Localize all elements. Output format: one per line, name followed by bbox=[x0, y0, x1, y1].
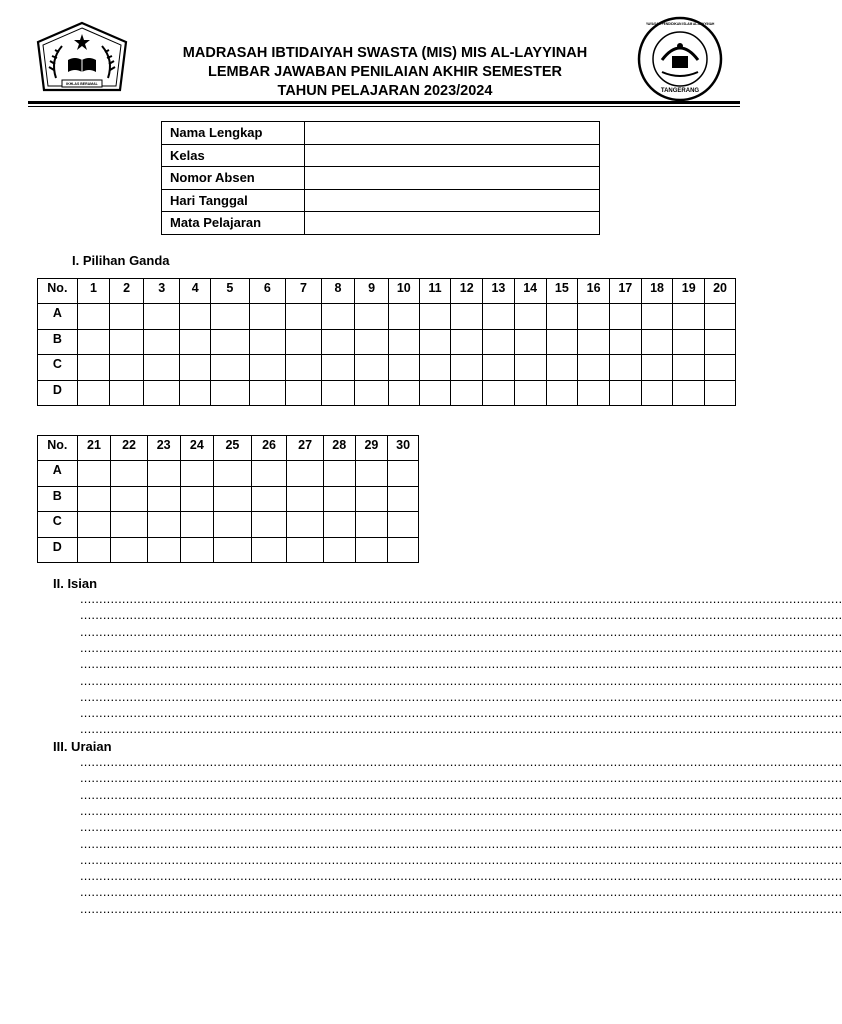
question-number: 5 bbox=[211, 279, 250, 304]
answer-cell[interactable] bbox=[287, 486, 324, 512]
answer-cell[interactable] bbox=[211, 304, 250, 330]
answer-cell[interactable] bbox=[451, 355, 483, 381]
answer-cell[interactable] bbox=[546, 329, 578, 355]
option-row bbox=[38, 304, 736, 330]
answer-cell[interactable] bbox=[673, 355, 705, 381]
answer-cell[interactable] bbox=[286, 304, 322, 330]
answer-line[interactable]: ........................................................................................................................................................................................................ bbox=[80, 705, 842, 721]
identity-row-absen bbox=[162, 167, 600, 190]
answer-cell[interactable] bbox=[214, 486, 252, 512]
question-number: 29 bbox=[355, 436, 388, 461]
question-number: 13 bbox=[483, 279, 515, 304]
answer-cell[interactable] bbox=[110, 304, 144, 330]
answer-line[interactable]: ........................................................................................................................................................................................................ bbox=[80, 607, 842, 623]
answer-cell[interactable] bbox=[180, 380, 211, 406]
answer-cell[interactable] bbox=[111, 512, 148, 538]
question-number: 30 bbox=[388, 436, 419, 461]
answer-line[interactable]: ........................................................................................................................................................................................................ bbox=[80, 656, 842, 672]
answer-cell[interactable] bbox=[546, 355, 578, 381]
question-number: 3 bbox=[143, 279, 180, 304]
answer-cell[interactable] bbox=[180, 355, 211, 381]
answer-cell[interactable] bbox=[483, 355, 515, 381]
question-number: 16 bbox=[578, 279, 610, 304]
answer-cell[interactable] bbox=[110, 380, 144, 406]
question-number: 11 bbox=[419, 279, 451, 304]
answer-cell[interactable] bbox=[355, 537, 388, 563]
answer-cell[interactable] bbox=[546, 304, 578, 330]
answer-cell[interactable] bbox=[578, 329, 610, 355]
answer-cell[interactable] bbox=[77, 380, 110, 406]
option-label: B bbox=[38, 486, 78, 512]
question-number: 1 bbox=[77, 279, 110, 304]
answer-cell[interactable] bbox=[705, 380, 736, 406]
answer-cell[interactable] bbox=[249, 355, 286, 381]
answer-cell[interactable] bbox=[388, 329, 419, 355]
ministry-logo bbox=[34, 20, 130, 100]
identity-row-name bbox=[162, 122, 600, 145]
answer-cell[interactable] bbox=[578, 380, 610, 406]
header-divider-thick bbox=[28, 101, 740, 104]
answer-cell[interactable] bbox=[321, 380, 355, 406]
answer-cell[interactable] bbox=[321, 355, 355, 381]
answer-cell[interactable] bbox=[451, 380, 483, 406]
answer-cell[interactable] bbox=[147, 512, 180, 538]
question-number: 6 bbox=[249, 279, 286, 304]
name-label: Nama Lengkap bbox=[162, 122, 305, 145]
sheet-title: LEMBAR JAWABAN PENILAIAN AKHIR SEMESTER bbox=[208, 64, 562, 80]
answer-line[interactable]: ........................................................................................................................................................................................................ bbox=[80, 819, 842, 835]
header-divider-thin bbox=[28, 106, 740, 107]
answer-cell[interactable] bbox=[514, 329, 546, 355]
uraian-section-title: III. Uraian bbox=[53, 739, 112, 754]
answer-cell[interactable] bbox=[705, 304, 736, 330]
date-label: Hari Tanggal bbox=[162, 189, 305, 212]
answer-cell[interactable] bbox=[180, 461, 214, 487]
answer-cell[interactable] bbox=[214, 512, 252, 538]
answer-cell[interactable] bbox=[641, 304, 673, 330]
answer-cell[interactable] bbox=[388, 486, 419, 512]
class-label: Kelas bbox=[162, 144, 305, 167]
option-label: C bbox=[38, 355, 78, 381]
answer-cell[interactable] bbox=[180, 304, 211, 330]
answer-cell[interactable] bbox=[673, 380, 705, 406]
foundation-seal-ring-text: YAYASAN PENDIDIKAN ISLAM AL-LAYYINAH bbox=[646, 22, 715, 26]
option-row bbox=[38, 329, 736, 355]
answer-cell[interactable] bbox=[546, 380, 578, 406]
identity-row-subject bbox=[162, 212, 600, 235]
answer-cell[interactable] bbox=[249, 304, 286, 330]
subject-label: Mata Pelajaran bbox=[162, 212, 305, 235]
option-row bbox=[38, 380, 736, 406]
answer-cell[interactable] bbox=[355, 512, 388, 538]
answer-cell[interactable] bbox=[249, 329, 286, 355]
option-row bbox=[38, 512, 419, 538]
answer-line[interactable]: ........................................................................................................................................................................................................ bbox=[80, 786, 842, 802]
answer-cell[interactable] bbox=[388, 537, 419, 563]
answer-cell[interactable] bbox=[705, 329, 736, 355]
answer-cell[interactable] bbox=[180, 486, 214, 512]
answer-cell[interactable] bbox=[249, 380, 286, 406]
answer-line[interactable]: ........................................................................................................................................................................................................ bbox=[80, 900, 842, 916]
answer-cell[interactable] bbox=[180, 329, 211, 355]
answer-cell[interactable] bbox=[287, 512, 324, 538]
question-number: 19 bbox=[673, 279, 705, 304]
option-label: D bbox=[38, 380, 78, 406]
name-field[interactable] bbox=[305, 122, 600, 145]
option-row bbox=[38, 537, 419, 563]
answer-cell[interactable] bbox=[321, 329, 355, 355]
answer-cell[interactable] bbox=[211, 380, 250, 406]
question-number: 10 bbox=[388, 279, 419, 304]
identity-table bbox=[161, 121, 600, 235]
question-number: 24 bbox=[180, 436, 214, 461]
answer-line[interactable]: ........................................................................................................................................................................................................ bbox=[80, 851, 842, 867]
answer-cell[interactable] bbox=[388, 380, 419, 406]
absen-field[interactable] bbox=[305, 167, 600, 190]
question-number: 9 bbox=[355, 279, 389, 304]
answer-cell[interactable] bbox=[286, 355, 322, 381]
answer-cell[interactable] bbox=[321, 304, 355, 330]
answer-cell[interactable] bbox=[251, 461, 287, 487]
answer-cell[interactable] bbox=[355, 329, 389, 355]
answer-cell[interactable] bbox=[419, 380, 451, 406]
answer-cell[interactable] bbox=[419, 329, 451, 355]
subject-field[interactable] bbox=[305, 212, 600, 235]
answer-cell[interactable] bbox=[641, 329, 673, 355]
isian-section-title: II. Isian bbox=[53, 576, 98, 591]
answer-cell[interactable] bbox=[287, 461, 324, 487]
answer-cell[interactable] bbox=[110, 329, 144, 355]
answer-cell[interactable] bbox=[111, 537, 148, 563]
answer-cell[interactable] bbox=[355, 461, 388, 487]
option-label: D bbox=[38, 537, 78, 563]
mc-grid-1 bbox=[37, 278, 736, 406]
answer-cell[interactable] bbox=[609, 380, 641, 406]
question-number: 8 bbox=[321, 279, 355, 304]
answer-cell[interactable] bbox=[287, 537, 324, 563]
answer-cell[interactable] bbox=[143, 329, 180, 355]
answer-line[interactable]: ........................................................................................................................................................................................................ bbox=[80, 591, 842, 606]
question-number: 15 bbox=[546, 279, 578, 304]
answer-line[interactable]: ........................................................................................................................................................................................................ bbox=[80, 688, 842, 704]
ministry-emblem-icon bbox=[34, 20, 130, 100]
question-number: 7 bbox=[286, 279, 322, 304]
answer-cell[interactable] bbox=[286, 380, 322, 406]
answer-cell[interactable] bbox=[514, 355, 546, 381]
option-label: A bbox=[38, 461, 78, 487]
mc-section-title: I. Pilihan Ganda bbox=[72, 253, 170, 268]
answer-cell[interactable] bbox=[211, 355, 250, 381]
answer-cell[interactable] bbox=[514, 380, 546, 406]
answer-line[interactable]: ........................................................................................................................................................................................................ bbox=[80, 623, 842, 639]
question-number: 20 bbox=[705, 279, 736, 304]
answer-cell[interactable] bbox=[388, 304, 419, 330]
answer-cell[interactable] bbox=[251, 486, 287, 512]
answer-cell[interactable] bbox=[77, 537, 111, 563]
answer-cell[interactable] bbox=[388, 512, 419, 538]
answer-cell[interactable] bbox=[419, 355, 451, 381]
answer-cell[interactable] bbox=[214, 461, 252, 487]
answer-cell[interactable] bbox=[483, 304, 515, 330]
answer-cell[interactable] bbox=[251, 512, 287, 538]
answer-line[interactable]: ........................................................................................................................................................................................................ bbox=[80, 754, 842, 769]
answer-cell[interactable] bbox=[77, 329, 110, 355]
grid-no-header: No. bbox=[38, 279, 78, 304]
answer-cell[interactable] bbox=[143, 380, 180, 406]
option-row bbox=[38, 355, 736, 381]
school-name: MADRASAH IBTIDAIYAH SWASTA (MIS) MIS AL-LAYYINAH bbox=[182, 45, 588, 61]
answer-line[interactable]: ........................................................................................................................................................................................................ bbox=[80, 835, 842, 851]
question-number: 21 bbox=[77, 436, 111, 461]
answer-line[interactable]: ........................................................................................................................................................................................................ bbox=[80, 672, 842, 688]
answer-cell[interactable] bbox=[705, 355, 736, 381]
question-number: 2 bbox=[110, 279, 144, 304]
answer-cell[interactable] bbox=[77, 486, 111, 512]
answer-cell[interactable] bbox=[514, 304, 546, 330]
answer-line[interactable]: ........................................................................................................................................................................................................ bbox=[80, 721, 842, 737]
answer-cell[interactable] bbox=[323, 537, 355, 563]
answer-cell[interactable] bbox=[77, 512, 111, 538]
answer-cell[interactable] bbox=[609, 304, 641, 330]
question-number: 22 bbox=[111, 436, 148, 461]
answer-cell[interactable] bbox=[323, 512, 355, 538]
answer-cell[interactable] bbox=[483, 380, 515, 406]
absen-label: Nomor Absen bbox=[162, 167, 305, 190]
grid-no-header: No. bbox=[38, 436, 78, 461]
answer-cell[interactable] bbox=[147, 537, 180, 563]
answer-cell[interactable] bbox=[143, 355, 180, 381]
identity-row-class bbox=[162, 144, 600, 167]
mc-grid-2 bbox=[37, 435, 419, 563]
answer-cell[interactable] bbox=[578, 355, 610, 381]
answer-cell[interactable] bbox=[673, 329, 705, 355]
date-field[interactable] bbox=[305, 189, 600, 212]
question-number: 23 bbox=[147, 436, 180, 461]
identity-row-date bbox=[162, 189, 600, 212]
question-number: 17 bbox=[609, 279, 641, 304]
answer-cell[interactable] bbox=[355, 355, 389, 381]
option-label: C bbox=[38, 512, 78, 538]
grid-header-row bbox=[38, 279, 736, 304]
answer-line[interactable]: ........................................................................................................................................................................................................ bbox=[80, 884, 842, 900]
foundation-seal-bottom-text: TANGERANG bbox=[660, 88, 700, 94]
answer-cell[interactable] bbox=[388, 461, 419, 487]
answer-line[interactable]: ........................................................................................................................................................................................................ bbox=[80, 868, 842, 884]
answer-cell[interactable] bbox=[323, 461, 355, 487]
answer-cell[interactable] bbox=[111, 461, 148, 487]
answer-cell[interactable] bbox=[111, 486, 148, 512]
question-number: 27 bbox=[287, 436, 324, 461]
answer-cell[interactable] bbox=[609, 329, 641, 355]
answer-cell[interactable] bbox=[180, 537, 214, 563]
option-label: B bbox=[38, 329, 78, 355]
question-number: 25 bbox=[214, 436, 252, 461]
answer-cell[interactable] bbox=[483, 329, 515, 355]
answer-cell[interactable] bbox=[451, 329, 483, 355]
answer-cell[interactable] bbox=[673, 304, 705, 330]
answer-cell[interactable] bbox=[451, 304, 483, 330]
answer-cell[interactable] bbox=[419, 304, 451, 330]
question-number: 14 bbox=[514, 279, 546, 304]
academic-year: TAHUN PELAJARAN 2023/2024 bbox=[277, 83, 493, 99]
answer-cell[interactable] bbox=[77, 461, 111, 487]
answer-cell[interactable] bbox=[251, 537, 287, 563]
answer-cell[interactable] bbox=[323, 486, 355, 512]
answer-cell[interactable] bbox=[211, 329, 250, 355]
option-label: A bbox=[38, 304, 78, 330]
answer-cell[interactable] bbox=[641, 380, 673, 406]
answer-cell[interactable] bbox=[355, 486, 388, 512]
grid-header-row bbox=[38, 436, 419, 461]
question-number: 18 bbox=[641, 279, 673, 304]
answer-cell[interactable] bbox=[355, 380, 389, 406]
answer-cell[interactable] bbox=[147, 486, 180, 512]
answer-cell[interactable] bbox=[147, 461, 180, 487]
question-number: 12 bbox=[451, 279, 483, 304]
answer-cell[interactable] bbox=[355, 304, 389, 330]
answer-line[interactable]: ........................................................................................................................................................................................................ bbox=[80, 639, 842, 655]
answer-line[interactable]: ........................................................................................................................................................................................................ bbox=[80, 802, 842, 818]
answer-cell[interactable] bbox=[214, 537, 252, 563]
answer-line[interactable]: ........................................................................................................................................................................................................ bbox=[80, 770, 842, 786]
answer-cell[interactable] bbox=[609, 355, 641, 381]
answer-cell[interactable] bbox=[578, 304, 610, 330]
class-field[interactable] bbox=[305, 144, 600, 167]
answer-cell[interactable] bbox=[286, 329, 322, 355]
ministry-logo-ribbon-text: IKHLAS BERAMAL bbox=[66, 82, 98, 86]
answer-cell[interactable] bbox=[388, 355, 419, 381]
answer-cell[interactable] bbox=[77, 304, 110, 330]
answer-cell[interactable] bbox=[110, 355, 144, 381]
question-number: 4 bbox=[180, 279, 211, 304]
answer-cell[interactable] bbox=[180, 512, 214, 538]
option-row bbox=[38, 461, 419, 487]
question-number: 28 bbox=[323, 436, 355, 461]
option-row bbox=[38, 486, 419, 512]
question-number: 26 bbox=[251, 436, 287, 461]
answer-cell[interactable] bbox=[143, 304, 180, 330]
page-title bbox=[140, 44, 630, 101]
answer-cell[interactable] bbox=[641, 355, 673, 381]
answer-cell[interactable] bbox=[77, 355, 110, 381]
